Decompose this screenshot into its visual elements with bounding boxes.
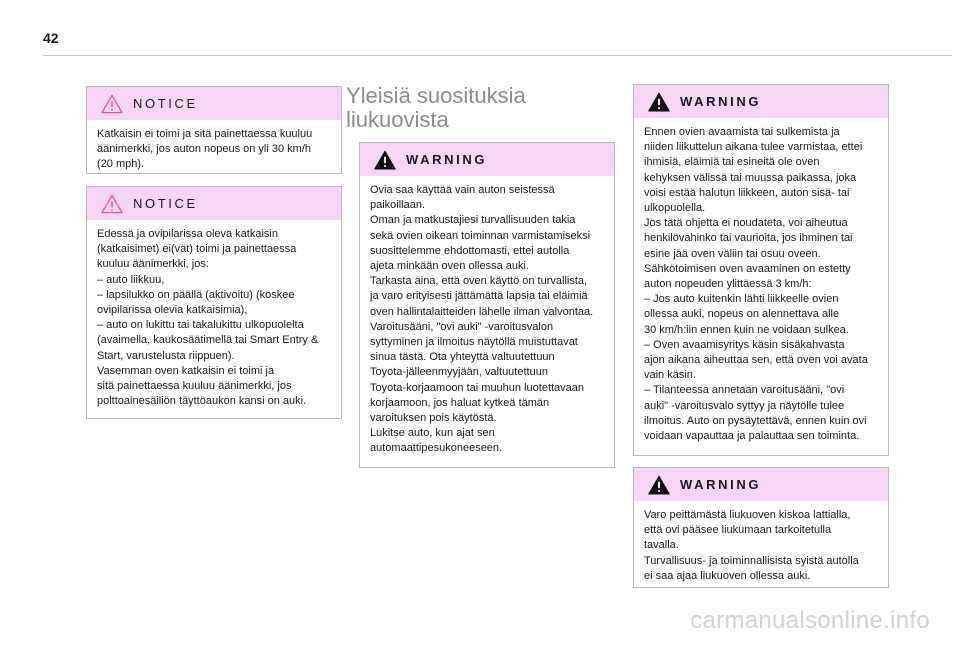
warning-title: WARNING xyxy=(680,477,762,492)
warning-text: ei saa ajaa liukuoven ollessa auki. xyxy=(644,569,811,582)
warning-text: tavalla. xyxy=(644,539,679,552)
warning-header xyxy=(360,143,614,176)
notice-triangle-icon xyxy=(101,94,123,114)
notice-text: Vasemman oven katkaisin ei toimi ja xyxy=(97,364,275,377)
header-rule xyxy=(43,55,952,56)
warning-text: Jos tätä ohjetta ei noudateta, voi aiheutua xyxy=(644,217,848,230)
warning-text: että ovi pääsee liukumaan tarkoitetulla xyxy=(644,524,832,537)
warning-text: ulkopuolella. xyxy=(644,202,706,215)
warning-triangle-icon xyxy=(648,92,670,112)
warning-text: 30 km/h:iin ennen kuin ne voidaan sulkea. xyxy=(644,323,849,336)
warning-text: – Jos auto kuitenkin lähti liikkeelle ovien xyxy=(644,293,839,306)
warning-text: henkilövahinko tai vaurioita, jos ihminen tai xyxy=(644,232,853,245)
watermark: carmanualsonline.info xyxy=(690,607,930,634)
notice-text: (20 mph). xyxy=(97,158,145,171)
warning-text: Varoitusääni, "ovi auki" -varoitusvalon xyxy=(370,320,554,333)
notice-text: äänimerkki, jos auton nopeus on yli 30 km/h xyxy=(97,143,312,156)
warning-box-rail xyxy=(633,467,889,588)
warning-text: – Oven avaamisyritys käsin sisäkahvasta xyxy=(644,338,845,351)
warning-text: voidaan vapauttaa ja palauttaa sen toiminta. xyxy=(644,430,860,443)
warning-text: Tarkasta aina, että oven käyttö on turvallista, xyxy=(370,275,588,288)
warning-text: esine jää oven väliin tai osuu oveen. xyxy=(644,247,821,260)
notice-header xyxy=(87,87,341,120)
warning-text: varoituksen pois käytöstä. xyxy=(370,412,497,425)
warning-text: Oman ja matkustajiesi turvallisuuden takia xyxy=(370,214,576,227)
warning-header xyxy=(634,85,888,118)
warning-text: paikoillaan. xyxy=(370,199,426,212)
warning-text: syttyminen ja ilmoitus näytöllä muistuttavat xyxy=(370,336,578,349)
notice-title: NOTICE xyxy=(133,96,198,111)
warning-text: ollessa auki, nopeus on alennettava alle xyxy=(644,308,840,321)
warning-text: Toyota-jälleenmyyjään, valtuutettuun xyxy=(370,366,548,379)
notice-triangle-icon xyxy=(101,194,123,214)
warning-text: sinua tästä. Ota yhteyttä valtuutettuun xyxy=(370,351,555,364)
notice-header xyxy=(87,187,341,220)
section-title: Yleisiä suosituksia liukuovista xyxy=(346,83,526,132)
notice-text: Katkaisin ei toimi ja sitä painettaessa kuuluu xyxy=(97,128,313,140)
warning-text: – Tilanteessa annetaan varoitusääni, "ovi xyxy=(644,384,845,397)
warning-text: niiden liikuttelun aikana tulee varmistaa, ettei xyxy=(644,141,863,154)
notice-text: (avaimella, kaukosäätimellä tai Smart Entry & xyxy=(97,334,319,347)
warning-triangle-icon xyxy=(374,150,396,170)
notice-text: – lapsilukko on päällä (aktivoitu) (koskee xyxy=(97,288,295,301)
notice-title: NOTICE xyxy=(133,196,198,211)
warning-title: WARNING xyxy=(406,152,488,167)
notice-text: (katkaisimet) ei(vät) toimi ja painettaessa xyxy=(97,243,297,256)
notice-text: kuuluu äänimerkki, jos: xyxy=(97,258,209,271)
notice-text: Edessä ja ovipilarissa oleva katkaisin xyxy=(97,228,278,240)
warning-header xyxy=(634,468,888,501)
warning-triangle-icon xyxy=(648,475,670,495)
notice-text: – auto liikkuu, xyxy=(97,273,165,286)
warning-text: Lukitse auto, kun ajat sen xyxy=(370,427,495,440)
notice-box-switches xyxy=(86,186,342,419)
warning-text: korjaamoon, jos haluat kytkeä tämän xyxy=(370,396,550,409)
warning-text: voisi estää halutun liikkeen, auton sisä- tai xyxy=(644,186,850,199)
notice-text: polttoainesäiliön täyttöaukon kansi on auki. xyxy=(97,395,307,408)
warning-text: Ennen ovien avaamista tai sulkemista ja xyxy=(644,126,840,138)
warning-text: Sähkötoimisen oven avaaminen on estetty xyxy=(644,262,851,275)
notice-text: sitä painettaessa kuuluu äänimerkki, jos xyxy=(97,380,292,393)
notice-text: Start, varustelusta riippuen). xyxy=(97,349,235,362)
warning-text: vain käsin. xyxy=(644,369,696,382)
warning-text: suosittelemme ehdottomasti, ettei autolla xyxy=(370,244,570,257)
warning-text: kehyksen välissä tai muussa paikassa, joka xyxy=(644,171,857,184)
warning-text: Varo peittämästä liukuoven kiskoa lattialla, xyxy=(644,509,851,521)
warning-text: Toyota-korjaamoon tai muuhun luotettavaan xyxy=(370,381,585,394)
warning-text: ajeta minkään oven ollessa auki. xyxy=(370,260,529,273)
warning-text: ja varo erityisesti jättämättä lapsia tai eläimiä xyxy=(370,290,588,303)
notice-text: – auto on lukittu tai takalukittu ulkopuolelta xyxy=(97,319,304,332)
page-number: 42 xyxy=(43,30,59,46)
notice-text: ovipilarissa olevia katkaisimia), xyxy=(97,304,248,317)
warning-text: sekä ovien oikean toiminnan varmistamiseksi xyxy=(370,229,591,242)
warning-text: auki" -varoitusvalo syttyy ja näytölle tulee xyxy=(644,399,845,412)
warning-text: automaattipesukoneeseen. xyxy=(370,442,503,455)
warning-text: ajon aikana aiheuttaa sen, että oven voi avata xyxy=(644,354,868,367)
warning-text: Ovia saa käyttää vain auton seistessä xyxy=(370,184,555,196)
warning-title: WARNING xyxy=(680,94,762,109)
warning-text: oven hallintalaitteiden lähelle ilman valvontaa. xyxy=(370,305,594,318)
warning-box-door-movement xyxy=(633,84,889,456)
warning-text: ihmisiä, eläimiä tai esineitä ole oven xyxy=(644,156,820,169)
warning-text: Turvallisuus- ja toiminnallisista syistä autolla xyxy=(644,554,859,567)
notice-box-speed xyxy=(86,86,342,174)
warning-box-door-use xyxy=(359,142,615,468)
warning-text: ilmoitus. Auto on pysäytettävä, ennen kuin ovi xyxy=(644,414,867,427)
warning-text: auton nopeuden ylittäessä 3 km/h: xyxy=(644,278,812,291)
